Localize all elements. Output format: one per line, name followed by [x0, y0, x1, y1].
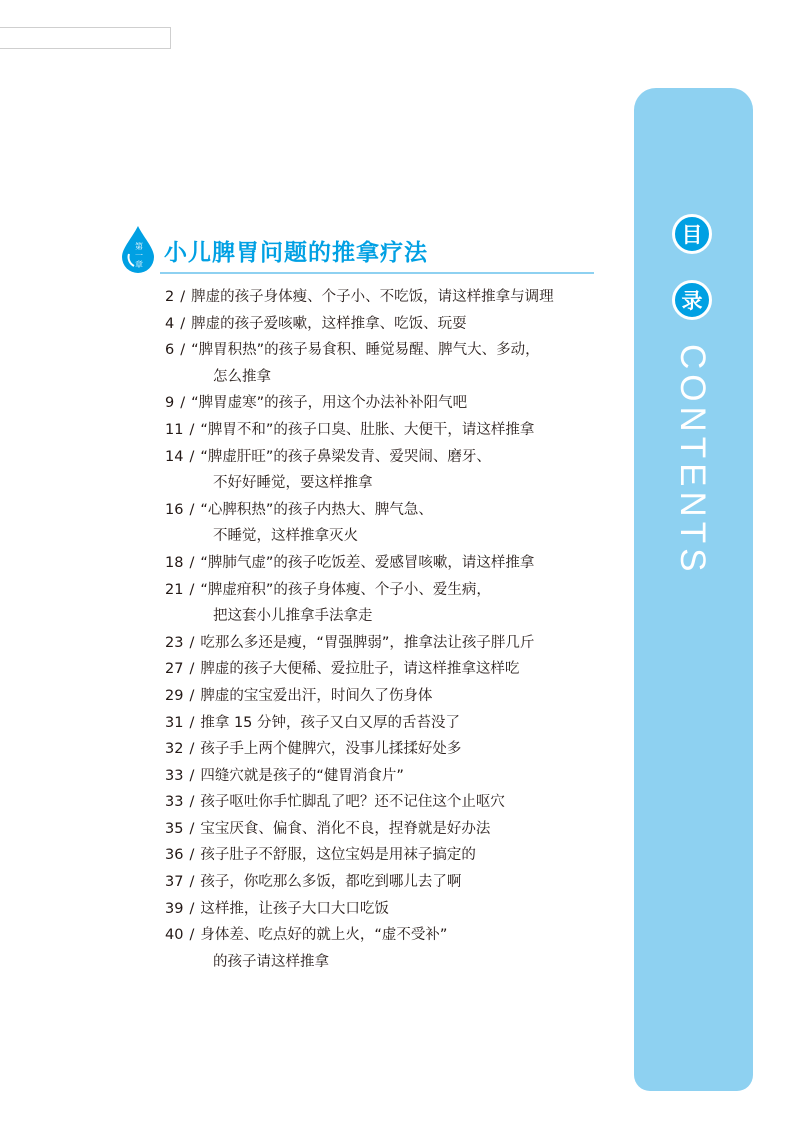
toc-separator: /: [189, 581, 195, 598]
toc-entry[interactable]: [165, 340, 620, 387]
toc-page-number: 37: [165, 874, 184, 891]
toc-title: “脾胃不和”的孩子口臭、肚胀、大便干，请这样推拿: [200, 421, 535, 438]
toc-page-number: 18: [165, 554, 184, 571]
toc-entry[interactable]: [165, 393, 620, 413]
toc-list: [165, 287, 620, 978]
toc-page-number: 23: [165, 634, 184, 651]
toc-entry[interactable]: [165, 925, 620, 972]
toc-entry[interactable]: [165, 659, 620, 679]
toc-separator: /: [189, 767, 195, 784]
toc-separator: /: [189, 820, 195, 837]
toc-entry[interactable]: [165, 447, 620, 494]
toc-page-number: 6: [165, 342, 175, 359]
toc-page-number: 32: [165, 741, 184, 758]
toc-entry[interactable]: [165, 420, 620, 440]
toc-separator: /: [180, 342, 186, 359]
toc-page-number: 29: [165, 687, 184, 704]
toc-title: 推拿 15 分钟，孩子又白又厚的舌苔没了: [200, 714, 461, 731]
toc-title-continuation: 不睡觉，这样推拿灭火: [213, 528, 358, 545]
contents-vertical-label: [667, 344, 717, 594]
toc-title-continuation: 把这套小儿推拿手法拿走: [213, 608, 373, 625]
toc-entry[interactable]: [165, 819, 620, 839]
toc-separator: /: [180, 289, 186, 305]
toc-title: 脾虚的孩子身体瘦、个子小、不吃饭，请这样推拿与调理: [191, 289, 554, 305]
toc-entry[interactable]: [165, 739, 620, 759]
chapter-icon-char-2: 一: [135, 251, 143, 260]
chapter-title: 小儿脾胃问题的推拿疗法: [164, 240, 428, 266]
chapter-icon-char-1: 第: [135, 242, 143, 251]
toc-title: “脾胃积热”的孩子易食积、睡觉易醒、脾气大、多动，: [191, 342, 540, 359]
toc-title: “脾虚肝旺”的孩子鼻梁发青、爱哭闹、磨牙、: [200, 448, 491, 465]
toc-entry[interactable]: [165, 872, 620, 892]
toc-title: “脾胃虚寒”的孩子，用这个办法补补阳气吧: [191, 395, 468, 412]
toc-entry[interactable]: [165, 500, 620, 547]
toc-title-continuation: 不好好睡觉，要这样推拿: [213, 475, 373, 492]
toc-page-number: 16: [165, 501, 184, 518]
toc-title: 身体差、吃点好的就上火，“虚不受补”: [200, 927, 448, 944]
toc-page-number: 14: [165, 448, 184, 465]
toc-entry[interactable]: [165, 899, 620, 919]
toc-page-number: 39: [165, 900, 184, 917]
toc-separator: /: [189, 634, 195, 651]
toc-page-number: 9: [165, 395, 175, 412]
toc-entry[interactable]: [165, 792, 620, 812]
toc-title-continuation: 的孩子请这样推拿: [213, 953, 329, 970]
toc-page-number: 27: [165, 661, 184, 678]
toc-separator: /: [189, 874, 195, 891]
toc-entry[interactable]: [165, 633, 620, 653]
toc-entry[interactable]: [165, 686, 620, 706]
toc-entry[interactable]: [165, 766, 620, 786]
toc-title: 孩子手上两个健脾穴，没事儿揉揉好处多: [200, 741, 462, 758]
toc-separator: /: [189, 448, 195, 465]
toc-separator: /: [189, 741, 195, 758]
toc-entry[interactable]: [165, 713, 620, 733]
toc-entry[interactable]: [165, 553, 620, 573]
toc-title: 孩子肚子不舒服，这位宝妈是用袜子搞定的: [200, 847, 476, 864]
toc-separator: /: [189, 714, 195, 731]
toc-title: 孩子呕吐你手忙脚乱了吧？还不记住这个止呕穴: [200, 794, 505, 811]
toc-title: “心脾积热”的孩子内热大、脾气急、: [200, 501, 433, 518]
toc-separator: /: [189, 927, 195, 944]
toc-entry[interactable]: [165, 580, 620, 627]
toc-page-number: 11: [165, 421, 184, 438]
toc-separator: /: [189, 554, 195, 571]
toc-separator: /: [189, 794, 195, 811]
toc-page-number: 40: [165, 927, 184, 944]
toc-entry[interactable]: [165, 314, 620, 334]
toc-page-number: 33: [165, 767, 184, 784]
toc-title: 孩子，你吃那么多饭，都吃到哪儿去了啊: [200, 874, 462, 891]
toc-page-number: 35: [165, 820, 184, 837]
toc-page-number: 4: [165, 315, 175, 332]
chapter-header: [118, 224, 598, 276]
toc-separator: /: [180, 315, 186, 332]
toc-page-number: 21: [165, 581, 184, 598]
toc-separator: /: [180, 395, 186, 412]
toc-separator: /: [189, 501, 195, 518]
toc-separator: /: [189, 661, 195, 678]
toc-page-number: 31: [165, 714, 184, 731]
toc-title: “脾虚疳积”的孩子身体瘦、个子小、爱生病，: [200, 581, 491, 598]
toc-entry[interactable]: [165, 287, 620, 307]
toc-title: 吃那么多还是瘦，“胃强脾弱”，推拿法让孩子胖几斤: [200, 634, 535, 651]
toc-separator: /: [189, 687, 195, 704]
toc-title: 脾虚的孩子爱咳嗽，这样推拿、吃饭、玩耍: [191, 315, 467, 332]
toc-separator: /: [189, 421, 195, 438]
header-tab-box: [0, 27, 171, 49]
toc-page-number: 2: [165, 289, 175, 305]
toc-title-continuation: 怎么推拿: [213, 368, 271, 385]
toc-title: 四缝穴就是孩子的“健胃消食片”: [200, 767, 404, 784]
toc-separator: /: [189, 847, 195, 864]
toc-title: 这样推，让孩子大口大口吃饭: [200, 900, 389, 917]
water-drop-icon: [118, 224, 158, 274]
toc-page-number: 36: [165, 847, 184, 864]
toc-page-number: 33: [165, 794, 184, 811]
toc-separator: /: [189, 900, 195, 917]
chapter-icon-char-3: 章: [135, 260, 143, 269]
contents-label-text: CONTENTS: [673, 344, 712, 577]
chapter-title-underline: [160, 272, 594, 274]
toc-title: 脾虚的宝宝爱出汗，时间久了伤身体: [200, 687, 433, 704]
toc-entry[interactable]: [165, 845, 620, 865]
toc-title: “脾肺气虚”的孩子吃饭差、爱感冒咳嗽，请这样推拿: [200, 554, 535, 571]
toc-title: 宝宝厌食、偏食、消化不良，捏脊就是好办法: [200, 820, 491, 837]
toc-title: 脾虚的孩子大便稀、爱拉肚子，请这样推拿这样吃: [200, 661, 520, 678]
contents-badge-lu: 录: [672, 280, 712, 320]
contents-badge-mu: 目: [672, 214, 712, 254]
